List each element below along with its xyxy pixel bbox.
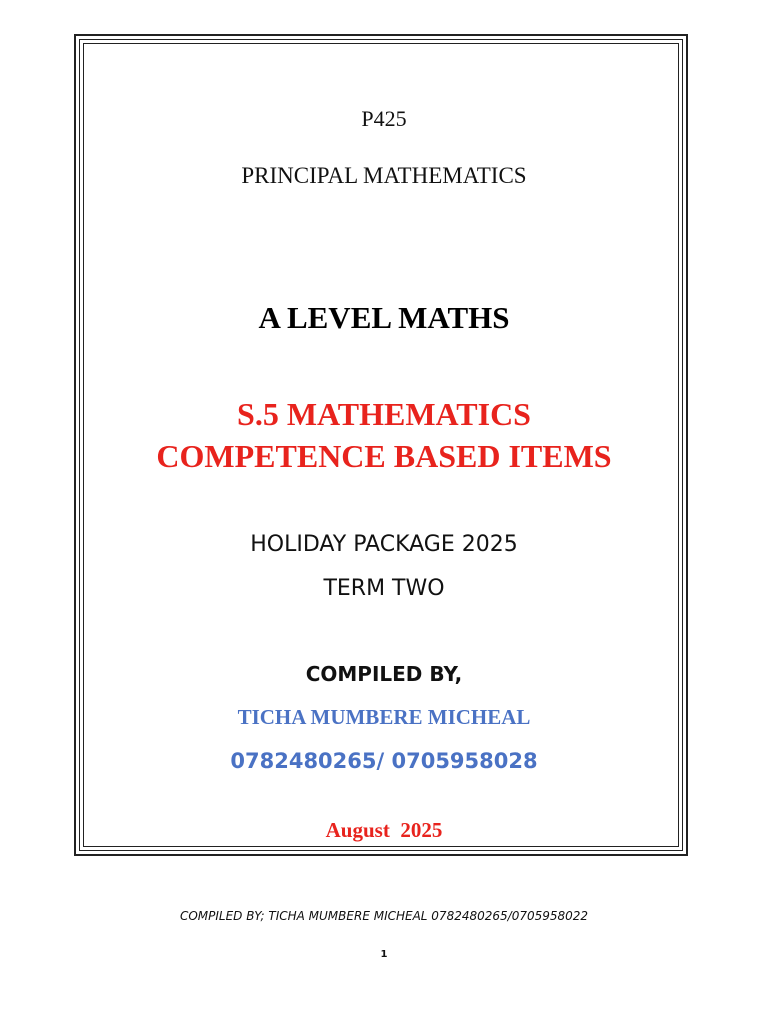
term-label: TERM TWO	[323, 576, 445, 601]
page-number: 1	[380, 949, 388, 960]
publication-date: August 2025	[325, 818, 443, 842]
main-title-line-2: COMPETENCE BASED ITEMS	[156, 438, 612, 474]
main-title-line-1: S.5 MATHEMATICS	[237, 396, 531, 432]
compiled-by-label: COMPILED BY,	[305, 662, 463, 686]
page-footer: COMPILED BY; TICHA MUMBERE MICHEAL 0782480265/0705958022	[179, 909, 589, 923]
package-title: HOLIDAY PACKAGE 2025	[250, 532, 518, 557]
subject-title: PRINCIPAL MATHEMATICS	[241, 163, 527, 188]
author-name: TICHA MUMBERE MICHEAL	[237, 705, 531, 729]
level-title: A LEVEL MATHS	[258, 300, 510, 335]
course-code: P425	[361, 106, 407, 131]
phone-numbers: 0782480265/ 0705958028	[230, 749, 538, 773]
